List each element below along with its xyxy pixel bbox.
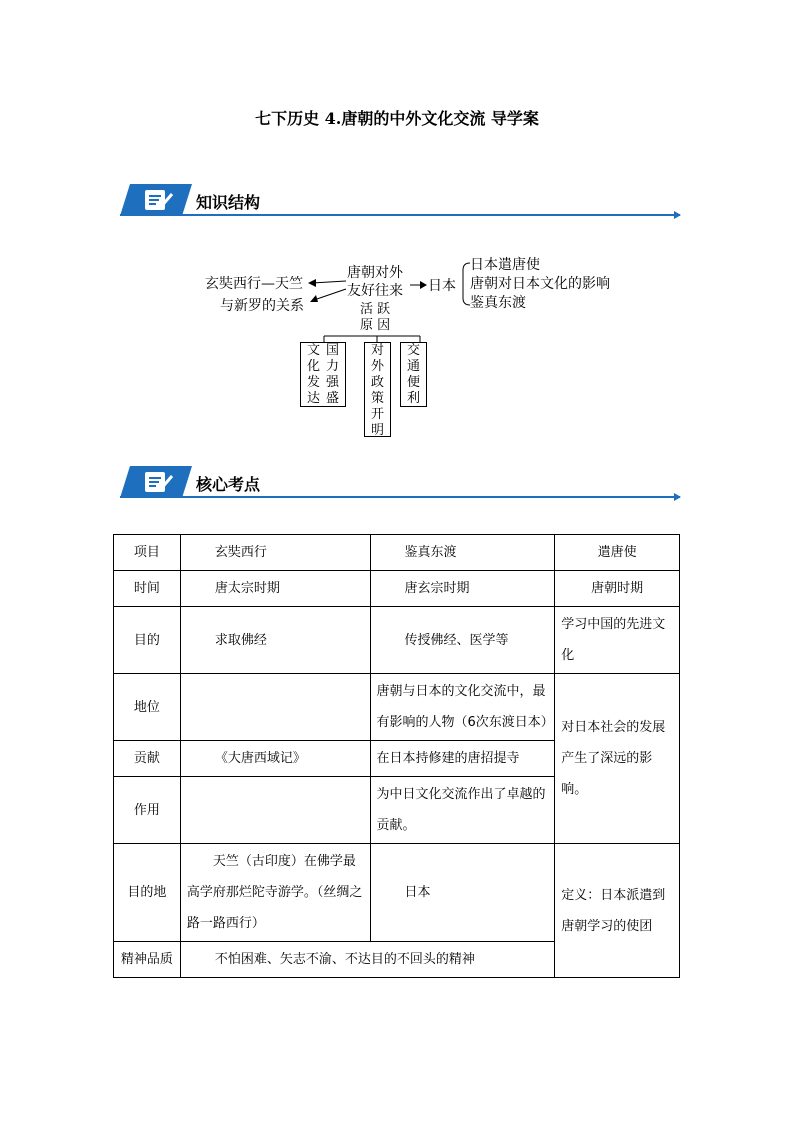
table-row: [114, 607, 680, 674]
table-row: [114, 535, 680, 571]
table-cell: 在日本持修建的唐招提寺: [370, 741, 555, 777]
vchar: 对: [370, 343, 384, 358]
vchar: 开: [370, 407, 384, 422]
table-cell: 定义：日本派遣到唐朝学习的使团: [555, 844, 680, 978]
diagram-silla: 与新罗的关系: [220, 298, 304, 314]
reason-col-power: [323, 343, 342, 407]
vchar: 交: [406, 343, 420, 358]
table-cell: 天竺（古印度）在佛学最高学府那烂陀寺游学。（丝绸之路一路西行）: [180, 844, 370, 942]
vchar: 政: [370, 375, 384, 390]
reason-box-policy: [364, 342, 391, 437]
vchar: 化: [306, 359, 320, 374]
vchar: 国: [325, 343, 339, 358]
table-cell: 贡献: [114, 741, 181, 777]
reason-box-culture-power: [300, 342, 346, 407]
diagram-yuan-yin: 原 因: [360, 318, 391, 333]
diagram-right-2: 唐朝对日本文化的影响: [470, 276, 610, 292]
table-cell: 求取佛经: [180, 607, 370, 674]
table-cell: 目的: [114, 607, 181, 674]
diagram-huo-yue: 活 跃: [360, 302, 391, 317]
table-cell: 学习中国的先进文化: [555, 607, 680, 674]
table-cell: 为中日文化交流作出了卓越的贡献。: [370, 777, 555, 844]
vchar: 力: [325, 359, 339, 374]
table-header-cell: 鉴真东渡: [370, 535, 555, 571]
diagram-xuanzang: 玄奘西行—天竺: [205, 276, 303, 292]
reason-box-traffic: [400, 342, 427, 407]
vchar: 外: [370, 359, 384, 374]
section-header-core: [120, 466, 680, 500]
table-header-cell: 玄奘西行: [180, 535, 370, 571]
section-arrowhead: [674, 493, 681, 501]
table-cell: 作用: [114, 777, 181, 844]
table-cell: 目的地: [114, 844, 181, 942]
vchar: 利: [406, 391, 420, 406]
diagram-center-1: 唐朝对外: [347, 265, 403, 281]
table-header-cell: 项目: [114, 535, 181, 571]
diagram-japan: 日本: [428, 278, 456, 294]
table-cell: 唐朝与日本的文化交流中，最有影响的人物（6次东渡日本）: [370, 674, 555, 741]
section-band: [120, 466, 192, 498]
vchar: 强: [325, 375, 339, 390]
table-cell: 唐朝时期: [555, 571, 680, 607]
table-cell: 不怕困难、矢志不渝、不达目的不回头的精神: [180, 942, 554, 978]
table-cell: [180, 777, 370, 844]
table-cell: [180, 674, 370, 741]
section-title-core: 核心考点: [196, 475, 261, 494]
table-cell: 唐玄宗时期: [370, 571, 555, 607]
diagram-right-3: 鉴真东渡: [470, 295, 526, 311]
vchar: 通: [406, 359, 420, 374]
table-cell: 唐太宗时期: [180, 571, 370, 607]
diagram-center-2: 友好往来: [347, 283, 403, 299]
table-cell: 精神品质: [114, 942, 181, 978]
knowledge-diagram-lines: [0, 0, 794, 480]
table-cell: 对日本社会的发展产生了深远的影响。: [555, 674, 680, 844]
vchar: 盛: [325, 391, 339, 406]
table-cell: 《大唐西域记》: [180, 741, 370, 777]
table-row: [114, 674, 680, 741]
vchar: 达: [306, 391, 320, 406]
section-title-knowledge: 知识结构: [196, 193, 261, 212]
table-cell: 传授佛经、医学等: [370, 607, 555, 674]
reason-col-culture: [304, 343, 323, 407]
core-table: [113, 534, 680, 978]
vchar: 策: [370, 391, 384, 406]
table-header-cell: 遣唐使: [555, 535, 680, 571]
page-title: 七下历史 4.唐朝的中外文化交流 导学案: [255, 109, 539, 128]
vchar: 发: [306, 375, 320, 390]
vchar: 明: [370, 423, 384, 438]
section-underline: [120, 496, 680, 498]
table-cell: 时间: [114, 571, 181, 607]
vchar: 文: [306, 343, 320, 358]
table-cell: 地位: [114, 674, 181, 741]
vchar: 便: [406, 375, 420, 390]
table-cell: 日本: [370, 844, 555, 942]
table-row: [114, 844, 680, 942]
table-row: [114, 571, 680, 607]
diagram-right-1: 日本遣唐使: [470, 257, 540, 273]
